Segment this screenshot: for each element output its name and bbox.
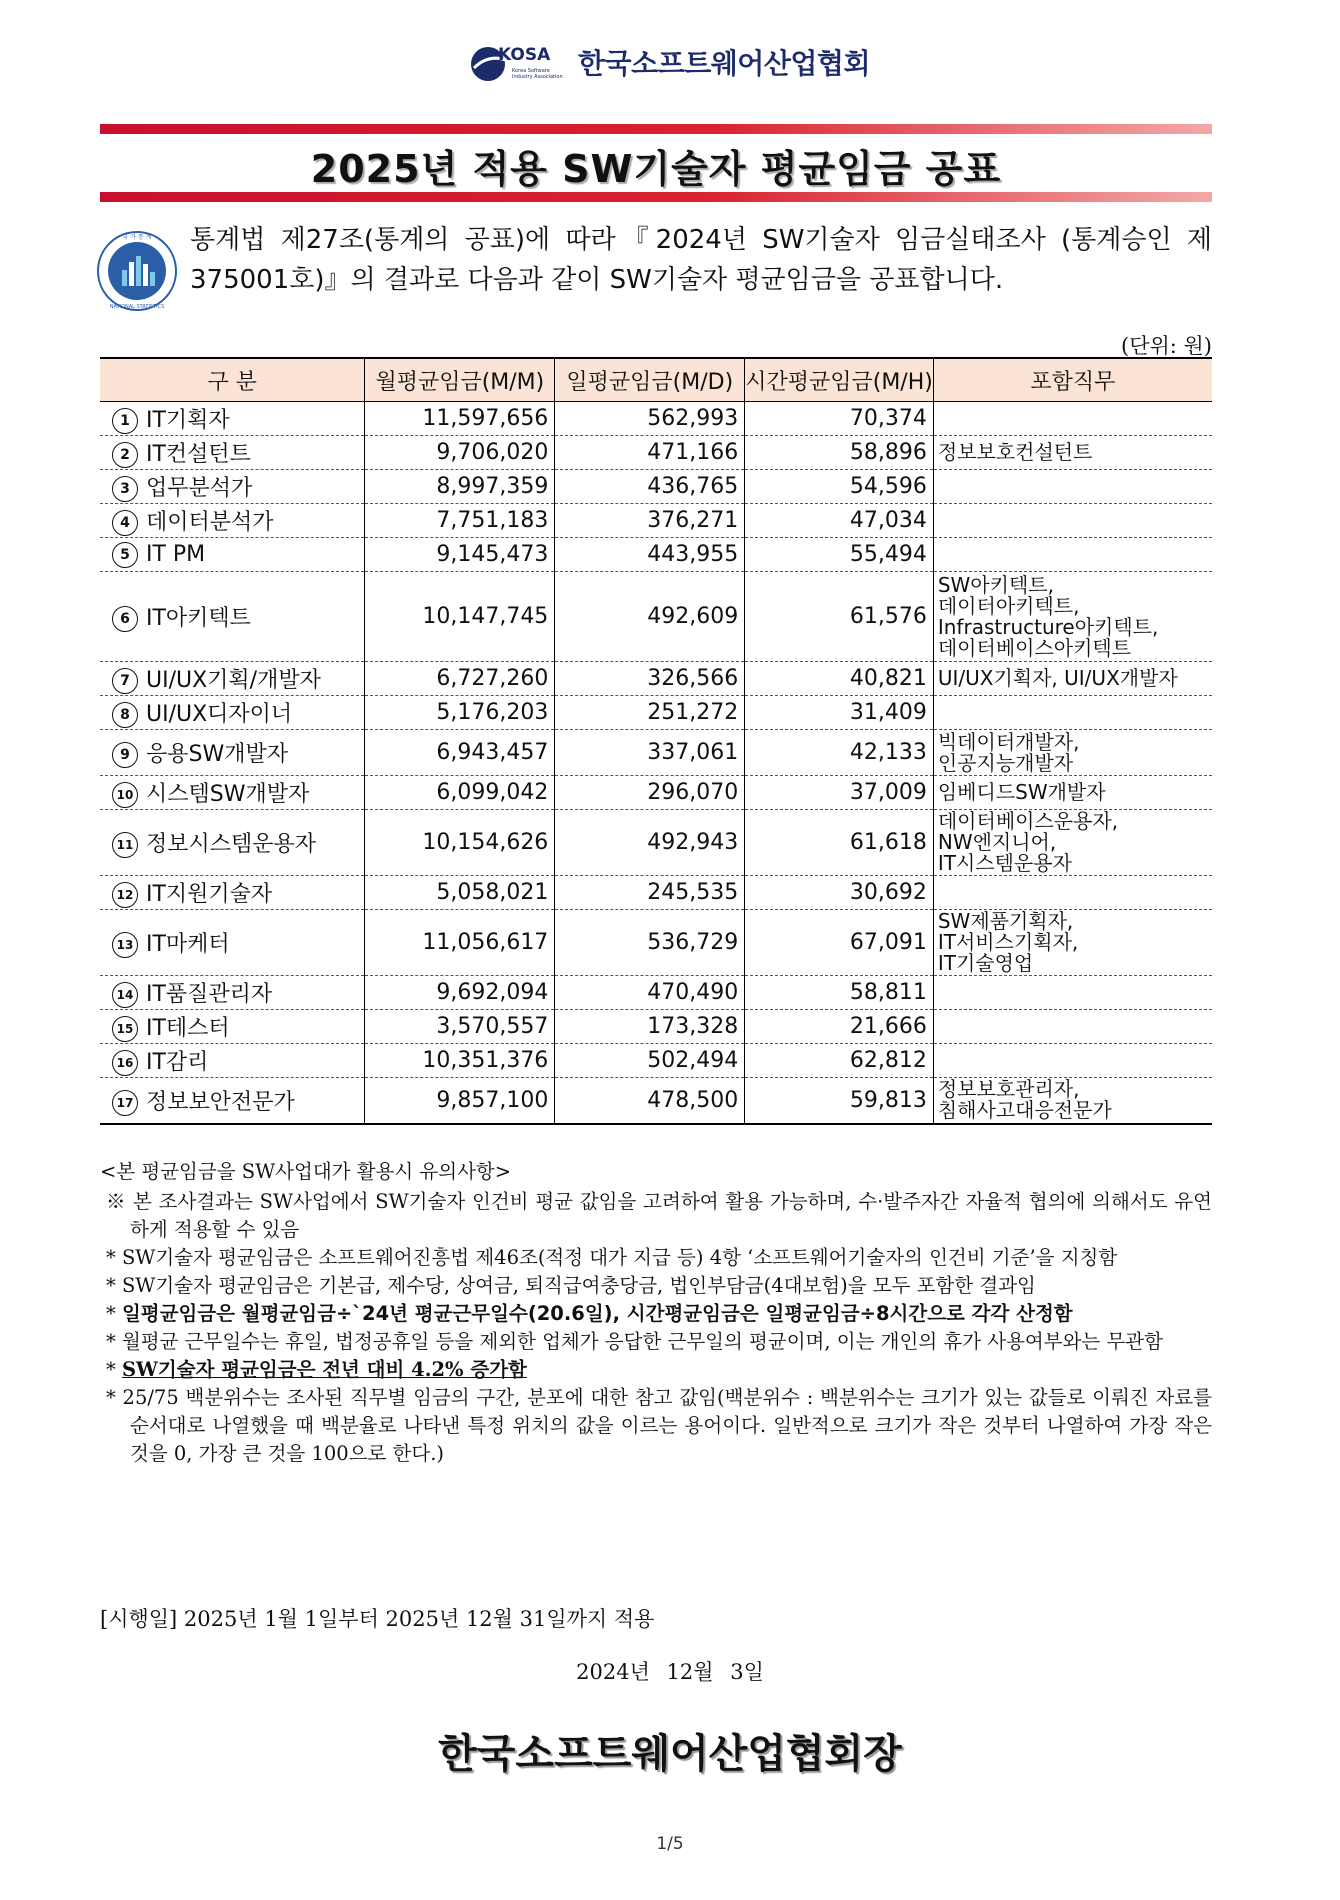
col-header-monthly: 월평균임금(M/M) [365, 358, 555, 402]
duty-line: 데이터베이스운용자, [937, 809, 1119, 833]
job-category-name: IT PM [146, 541, 206, 567]
included-duties-cell [933, 402, 1212, 436]
job-category-cell [100, 402, 365, 436]
duty-line: IT시스템운용자 [937, 851, 1072, 875]
included-duties-cell [933, 504, 1212, 538]
job-category-name: 업무분석가 [146, 476, 253, 501]
table-row [100, 1078, 1212, 1124]
included-duties-cell [933, 538, 1212, 572]
title-top-rule [100, 124, 1212, 134]
job-category-name: IT컨설턴트 [146, 442, 251, 467]
included-duties-cell [933, 1044, 1212, 1078]
included-duties-cell [933, 776, 1212, 810]
daily-wage-cell: 251,272 [555, 696, 745, 730]
daily-wage-cell: 326,566 [555, 662, 745, 696]
included-duties-cell [933, 730, 1212, 776]
page-number: 1/5 [656, 1834, 684, 1854]
monthly-wage-cell: 10,147,745 [365, 572, 555, 662]
job-category-name: 응용SW개발자 [146, 742, 288, 767]
duty-line: 인공지능개발자 [937, 750, 1074, 775]
daily-wage-cell: 492,609 [555, 572, 745, 662]
job-category-cell [100, 436, 365, 470]
table-row [100, 810, 1212, 876]
daily-wage-cell: 470,490 [555, 976, 745, 1010]
table-row [100, 696, 1212, 730]
table-row [100, 538, 1212, 572]
intro-paragraph: 통계법 제27조(통계의 공표)에 따라『2024년 SW기술자 임금실태조사 (통계승인 제375001호)』의 결과로 다음과 같이 SW기술자 평균임금을 공표합니다. [190, 225, 1212, 295]
job-category-name: IT지원기술자 [146, 882, 273, 907]
hourly-wage-cell: 59,813 [745, 1078, 934, 1124]
job-category-name: UI/UX디자이너 [146, 702, 293, 727]
table-row [100, 876, 1212, 910]
row-number-badge: 17 [112, 1090, 138, 1116]
hourly-wage-cell: 58,811 [745, 976, 934, 1010]
kosa-logo-icon [468, 40, 568, 84]
monthly-wage-cell: 8,997,359 [365, 470, 555, 504]
daily-wage-cell: 245,535 [555, 876, 745, 910]
daily-wage-cell: 443,955 [555, 538, 745, 572]
included-duties-cell [933, 876, 1212, 910]
job-category-cell [100, 696, 365, 730]
table-row [100, 910, 1212, 976]
title-bottom-rule [100, 192, 1212, 202]
monthly-wage-cell: 10,154,626 [365, 810, 555, 876]
included-duties-cell [933, 436, 1212, 470]
duty-line: UI/UX기획자, UI/UX개발자 [937, 666, 1178, 690]
monthly-wage-cell: 5,058,021 [365, 876, 555, 910]
hourly-wage-cell: 62,812 [745, 1044, 934, 1078]
hourly-wage-cell: 70,374 [745, 402, 934, 436]
signer: 한국소프트웨어산업협회장 [438, 1731, 902, 1777]
table-row [100, 436, 1212, 470]
hourly-wage-cell: 31,409 [745, 696, 934, 730]
job-category-name: IT기획자 [146, 408, 230, 433]
monthly-wage-cell: 9,857,100 [365, 1078, 555, 1124]
row-number-badge: 1 [112, 408, 138, 434]
job-category-name: 정보시스템운용자 [146, 832, 317, 857]
duty-line: SW아키텍트, [937, 572, 1054, 597]
included-duties-cell [933, 810, 1212, 876]
job-category-cell [100, 1078, 365, 1124]
row-number-badge: 4 [112, 510, 138, 536]
effective-period: [시행일] 2025년 1월 1일부터 2025년 12월 31일까지 적용 [100, 1607, 655, 1631]
col-header-category: 구 분 [100, 358, 365, 402]
table-row [100, 1044, 1212, 1078]
hourly-wage-cell: 21,666 [745, 1010, 934, 1044]
job-category-cell [100, 810, 365, 876]
job-category-name: IT마케터 [146, 932, 230, 957]
table-row [100, 504, 1212, 538]
table-row [100, 402, 1212, 436]
logo-wordmark: KOSA [498, 45, 551, 65]
job-category-name: IT감리 [146, 1050, 209, 1075]
page-title: 2025년 적용 SW기술자 평균임금 공표 [310, 147, 1002, 191]
daily-wage-cell: 536,729 [555, 910, 745, 976]
job-category-cell [100, 910, 365, 976]
svg-text:Korea Software: Korea Software [512, 68, 550, 74]
row-number-badge: 11 [112, 832, 138, 858]
monthly-wage-cell: 9,145,473 [365, 538, 555, 572]
row-number-badge: 16 [112, 1050, 138, 1076]
national-statistics-emblem [96, 230, 178, 316]
duty-line: 데이터베이스아키텍트 [937, 635, 1132, 660]
job-category-name: 데이터분석가 [146, 510, 274, 535]
daily-wage-cell: 562,993 [555, 402, 745, 436]
row-number-badge: 7 [112, 668, 138, 694]
job-category-cell [100, 876, 365, 910]
monthly-wage-cell: 11,597,656 [365, 402, 555, 436]
table-row [100, 976, 1212, 1010]
daily-wage-cell: 502,494 [555, 1044, 745, 1078]
note-item: * 월평균 근무일수는 휴일, 법정공휴일 등을 제외한 업체가 응답한 근무일의 평균이며, 이는 개인의 휴가 사용여부와는 무관함 [106, 1330, 1163, 1353]
job-category-cell [100, 730, 365, 776]
note-item: * SW기술자 평균임금은 소프트웨어진흥법 제46조(적정 대가 지급 등) 4항 ‘소프트웨어기술자의 인건비 기준’을 지칭함 [106, 1246, 1118, 1269]
duty-line: 정보보호컨설턴트 [937, 440, 1093, 464]
row-number-badge: 3 [112, 476, 138, 502]
row-number-badge: 10 [112, 782, 138, 808]
hourly-wage-cell: 47,034 [745, 504, 934, 538]
row-number-badge: 12 [112, 882, 138, 908]
job-category-cell [100, 662, 365, 696]
table-row [100, 730, 1212, 776]
job-category-name: IT아키텍트 [146, 606, 251, 631]
job-category-cell [100, 470, 365, 504]
row-number-badge: 14 [112, 982, 138, 1008]
table-row [100, 662, 1212, 696]
daily-wage-cell: 337,061 [555, 730, 745, 776]
job-category-cell [100, 572, 365, 662]
row-number-badge: 15 [112, 1016, 138, 1042]
duty-line: 빅데이터개발자, [937, 729, 1080, 754]
note-item: * SW기술자 평균임금은 기본급, 제수당, 상여금, 퇴직급여충당금, 법인부담금(4대보험)을 모두 포함한 결과임 [106, 1274, 1036, 1297]
included-duties-cell [933, 470, 1212, 504]
row-number-badge: 5 [112, 542, 138, 568]
job-category-name: IT품질관리자 [146, 982, 273, 1007]
notes-section [100, 1158, 1212, 1468]
svg-text:Industry Association: Industry Association [512, 74, 563, 80]
duty-line: IT서비스기획자, [937, 930, 1079, 954]
monthly-wage-cell: 5,176,203 [365, 696, 555, 730]
table-header-row [100, 358, 1212, 402]
hourly-wage-cell: 40,821 [745, 662, 934, 696]
duty-line: 임베디드SW개발자 [937, 780, 1106, 804]
hourly-wage-cell: 30,692 [745, 876, 934, 910]
duty-line: NW엔지니어, [937, 830, 1057, 854]
monthly-wage-cell: 10,351,376 [365, 1044, 555, 1078]
kosa-logo [468, 40, 870, 84]
row-number-badge: 2 [112, 442, 138, 468]
unit-label: (단위: 원) [1121, 334, 1212, 358]
monthly-wage-cell: 6,943,457 [365, 730, 555, 776]
job-category-cell [100, 538, 365, 572]
included-duties-cell [933, 572, 1212, 662]
hourly-wage-cell: 55,494 [745, 538, 934, 572]
monthly-wage-cell: 11,056,617 [365, 910, 555, 976]
duty-line: IT기술영업 [937, 951, 1034, 975]
included-duties-cell [933, 696, 1212, 730]
included-duties-cell [933, 662, 1212, 696]
table-row [100, 1010, 1212, 1044]
hourly-wage-cell: 54,596 [745, 470, 934, 504]
monthly-wage-cell: 6,727,260 [365, 662, 555, 696]
hourly-wage-cell: 58,896 [745, 436, 934, 470]
job-category-cell [100, 504, 365, 538]
wage-table [100, 357, 1212, 1125]
included-duties-cell [933, 910, 1212, 976]
hourly-wage-cell: 61,618 [745, 810, 934, 876]
row-number-badge: 6 [112, 606, 138, 632]
svg-text:국 가 통 계: 국 가 통 계 [122, 234, 152, 241]
included-duties-cell [933, 1010, 1212, 1044]
row-number-badge: 8 [112, 702, 138, 728]
job-category-cell [100, 1010, 365, 1044]
table-row [100, 572, 1212, 662]
job-category-cell [100, 776, 365, 810]
job-category-name: IT테스터 [146, 1016, 230, 1041]
hourly-wage-cell: 37,009 [745, 776, 934, 810]
notes-heading: <본 평균임금을 SW사업대가 활용시 유의사항> [100, 1160, 512, 1183]
daily-wage-cell: 376,271 [555, 504, 745, 538]
row-number-badge: 13 [112, 932, 138, 958]
hourly-wage-cell: 61,576 [745, 572, 934, 662]
duty-line: SW제품기획자, [937, 909, 1074, 933]
col-header-hourly: 시간평균임금(M/H) [745, 358, 934, 402]
included-duties-cell [933, 1078, 1212, 1124]
col-header-daily: 일평균임금(M/D) [555, 358, 745, 402]
note-item: * 일평균임금은 월평균임금÷`24년 평균근무일수(20.6일), 시간평균임금은 일평균임금÷8시간으로 각각 산정함 [106, 1302, 1073, 1325]
hourly-wage-cell: 67,091 [745, 910, 934, 976]
job-category-name: UI/UX기획/개발자 [146, 668, 321, 693]
daily-wage-cell: 173,328 [555, 1010, 745, 1044]
table-row [100, 776, 1212, 810]
monthly-wage-cell: 6,099,042 [365, 776, 555, 810]
publication-date: 2024년 12월 3일 [576, 1660, 764, 1684]
note-item: * SW기술자 평균임금은 전년 대비 4.2% 증가함 [106, 1358, 527, 1381]
monthly-wage-cell: 9,706,020 [365, 436, 555, 470]
hourly-wage-cell: 42,133 [745, 730, 934, 776]
job-category-cell [100, 1044, 365, 1078]
duty-line: 데이터아키텍트, [937, 593, 1080, 618]
table-row [100, 470, 1212, 504]
included-duties-cell [933, 976, 1212, 1010]
col-header-duties: 포함직무 [933, 358, 1212, 402]
note-item: * 25/75 백분위수는 조사된 직무별 임금의 구간, 분포에 대한 참고 값임(백분위수 : 백분위수는 크기가 있는 값들로 이뤄진 자료를 순서대로 나열했을 때 백분율로 나타낸 특정 위치의 값을 이르는 용어이다. 일반적으로 크기가 작은 것부터 나열하여 가장 작은 것을 0, 가장 큰 것을 100으로 한다.) [106, 1386, 1212, 1465]
daily-wage-cell: 296,070 [555, 776, 745, 810]
daily-wage-cell: 436,765 [555, 470, 745, 504]
note-item: ※ 본 조사결과는 SW사업에서 SW기술자 인건비 평균 값임을 고려하여 활용 가능하며, 수·발주자간 자율적 협의에 의해서도 유연하게 적용할 수 있음 [106, 1190, 1212, 1241]
monthly-wage-cell: 9,692,094 [365, 976, 555, 1010]
org-name: 한국소프트웨어산업협회 [578, 47, 871, 80]
row-number-badge: 9 [112, 742, 138, 768]
monthly-wage-cell: 3,570,557 [365, 1010, 555, 1044]
duty-line: Infrastructure아키텍트, [937, 614, 1159, 639]
duty-line: 침해사고대응전문가 [937, 1098, 1112, 1123]
job-category-cell [100, 976, 365, 1010]
daily-wage-cell: 478,500 [555, 1078, 745, 1124]
daily-wage-cell: 492,943 [555, 810, 745, 876]
svg-text:NATIONAL STATISTICS: NATIONAL STATISTICS [109, 304, 165, 310]
job-category-name: 시스템SW개발자 [146, 782, 310, 807]
job-category-name: 정보보안전문가 [146, 1089, 295, 1115]
daily-wage-cell: 471,166 [555, 436, 745, 470]
duty-line: 정보보호관리자, [937, 1077, 1080, 1102]
monthly-wage-cell: 7,751,183 [365, 504, 555, 538]
